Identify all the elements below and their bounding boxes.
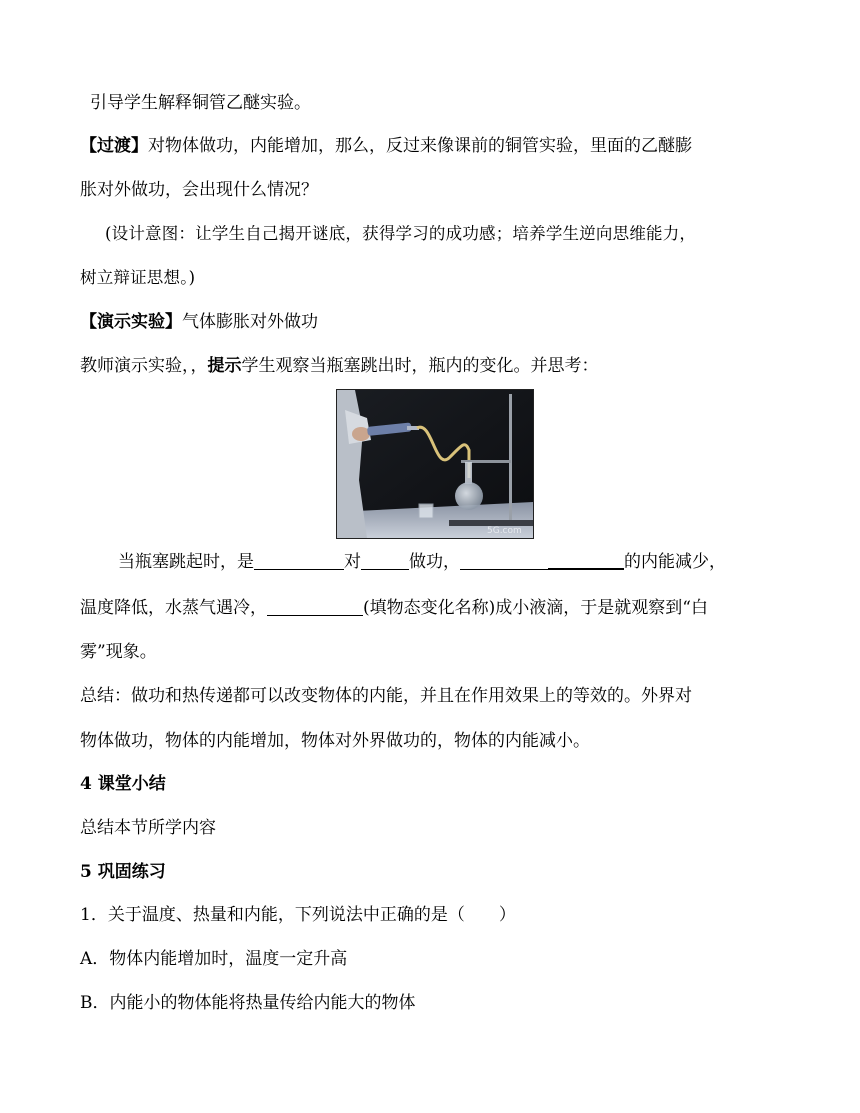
fill-text-d: 的内能减少， (624, 552, 726, 572)
design-intent-line1 (105, 222, 782, 246)
fill3-text: 雾”现象。 (80, 642, 157, 662)
transition-paragraph-line1 (80, 134, 782, 158)
teacher-text-b: 学生观察当瓶塞跳出时，瓶内的变化。并思考： (241, 356, 599, 376)
transition-text: 对物体做功，内能增加，那么，反过来像课前的铜管实验，里面的乙醚膨 (148, 136, 692, 156)
transition-text-cont: 胀对外做功，会出现什么情况？ (80, 180, 318, 200)
option-b-text: B．内能小的物体能将热量传给内能大的物体 (80, 993, 416, 1013)
answer-blank-3b[interactable] (548, 551, 624, 570)
summary-text-cont: 物体做功，物体的内能增加，物体对外界做功的，物体的内能减小。 (80, 731, 590, 751)
summary-line2 (80, 729, 782, 753)
design-intent-text: (设计意图：让学生自己揭开谜底，获得学习的成功感；培养学生逆向思维能力， (105, 224, 697, 243)
fill2-text-b: (填物态变化名称)成小液滴，于是就观察到“白 (363, 598, 708, 618)
option-a-text: A．物体内能增加时，温度一定升高 (80, 949, 348, 969)
fill-in-line1 (118, 550, 782, 574)
paragraph-text: 引导学生解释铜管乙醚实验。 (90, 93, 311, 113)
fill-in-line3 (80, 640, 782, 664)
demo-heading (80, 310, 782, 334)
section4-heading (80, 772, 782, 796)
answer-blank-3[interactable] (460, 552, 548, 570)
question-1 (80, 903, 782, 927)
design-intent-line2 (80, 266, 782, 290)
answer-blank-4[interactable] (267, 598, 363, 616)
fill-in-line2 (80, 596, 782, 620)
experiment-photo (336, 389, 534, 539)
demo-title: 气体膨胀对外做功 (182, 312, 318, 332)
section4-text: 总结本节所学内容 (80, 818, 216, 838)
question-1-text: 1．关于温度、热量和内能，下列说法中正确的是（ ） (80, 905, 516, 925)
answer-blank-2[interactable] (361, 552, 409, 570)
demo-tag: 【演示实验】 (80, 312, 182, 332)
transition-paragraph-line2 (80, 178, 782, 202)
section5-heading (80, 860, 782, 884)
fill-text-c: 做功， (409, 552, 460, 572)
fill-text-b: 对 (344, 552, 361, 572)
fill-text-a: 当瓶塞跳起时，是 (118, 552, 254, 572)
teacher-demo-line (80, 354, 782, 378)
option-b (80, 991, 782, 1015)
experiment-illustration (337, 390, 533, 538)
design-intent-text-cont: 树立辩证思想。) (80, 268, 196, 287)
summary-text: 总结：做功和热传递都可以改变物体的内能，并且在作用效果上的等效的。外界对 (80, 686, 692, 706)
paragraph-explain-experiment (90, 91, 782, 115)
teacher-text-bold: 提示 (207, 356, 242, 376)
summary-line1 (80, 684, 782, 708)
teacher-text-a: 教师演示实验，， (80, 356, 208, 376)
option-a (80, 947, 782, 971)
transition-tag: 【过渡】 (80, 136, 148, 156)
section4-body (80, 816, 782, 840)
fill2-text-a: 温度降低，水蒸气遇冷， (80, 598, 267, 618)
section4-title: 4 课堂小结 (80, 774, 166, 794)
section5-title: 5 巩固练习 (80, 862, 166, 882)
answer-blank-1[interactable] (254, 552, 344, 570)
photo-watermark: 5G.com (487, 526, 522, 536)
